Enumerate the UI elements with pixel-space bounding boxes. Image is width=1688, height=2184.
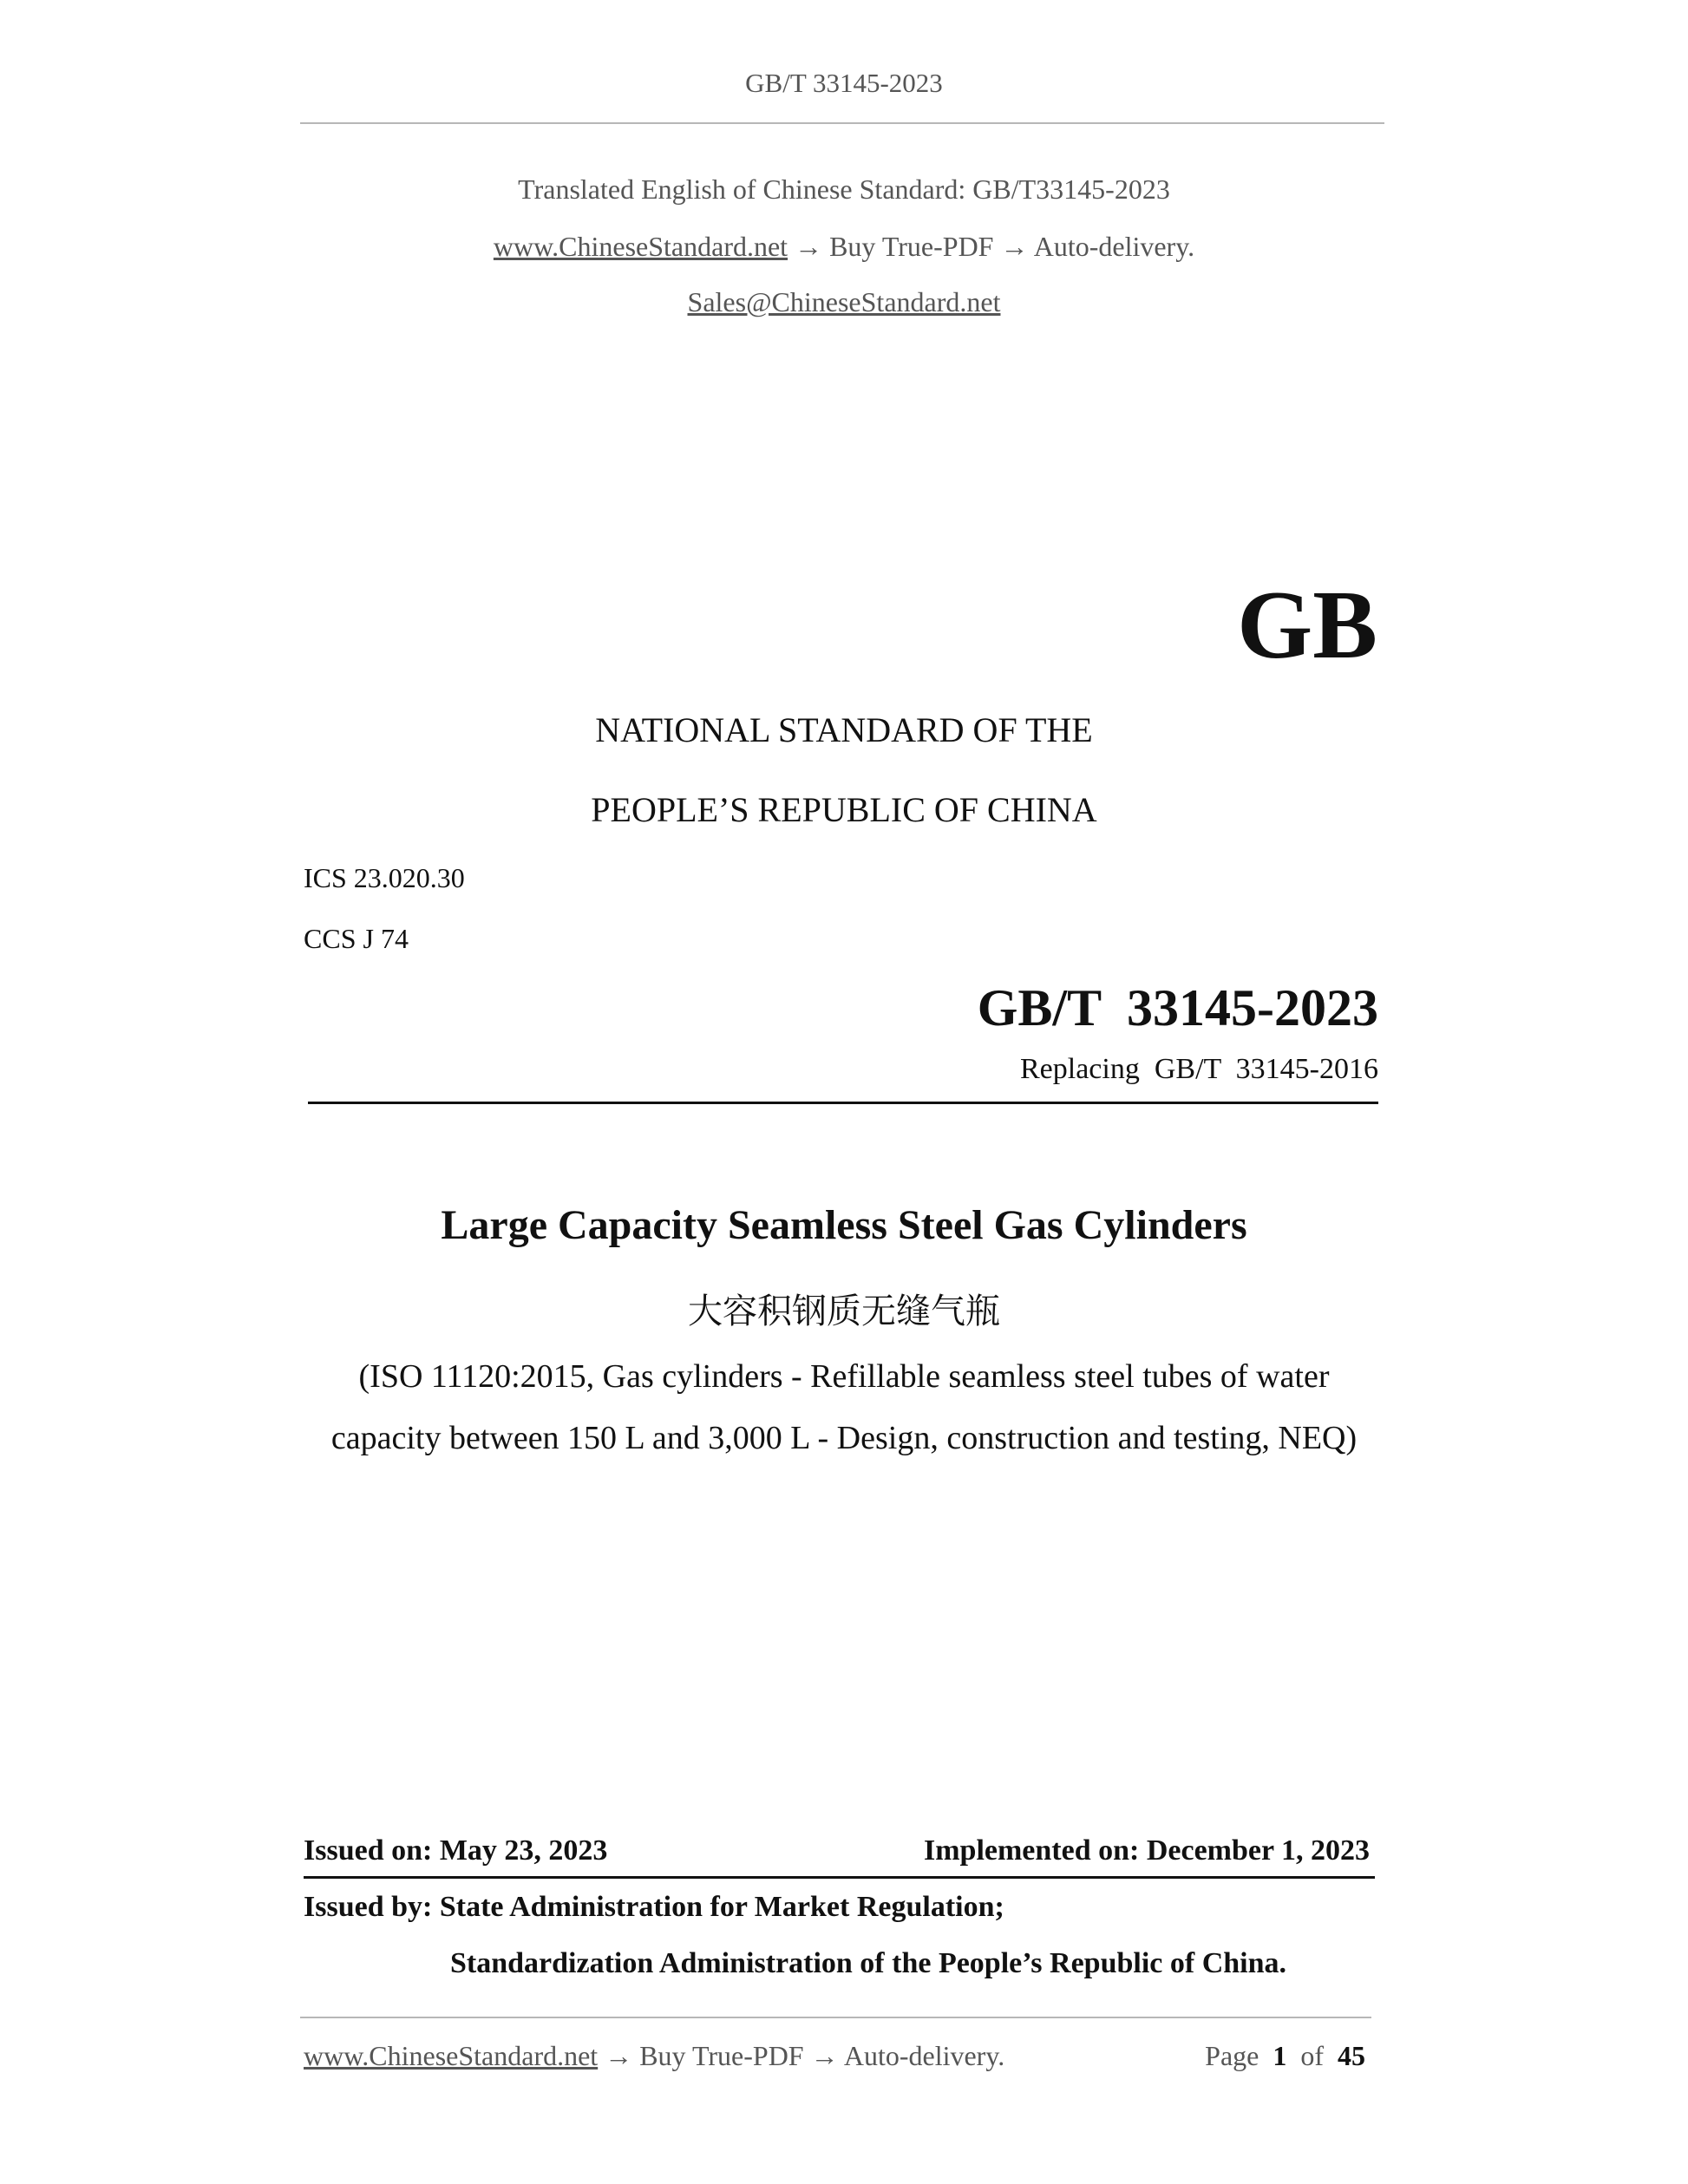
site-link[interactable]: www.ChineseStandard.net bbox=[493, 231, 788, 262]
ccs-code: CCS J 74 bbox=[304, 923, 409, 954]
standard-number: GB/T 33145-2023 bbox=[977, 979, 1378, 1036]
footer-site-suffix: → Buy True-PDF → Auto-delivery. bbox=[598, 2040, 1005, 2071]
site-line bbox=[0, 231, 1688, 263]
of-label: of bbox=[1300, 2040, 1324, 2071]
translated-notice: Translated English of Chinese Standard: GB/T33145-2023 bbox=[518, 173, 1170, 205]
sales-line bbox=[0, 286, 1688, 318]
issued-by: Issued by: State Administration for Market Regulation; bbox=[304, 1891, 1004, 1923]
implemented-on: Implemented on: December 1, 2023 bbox=[923, 1834, 1370, 1867]
iso-reference-line-1: (ISO 11120:2015, Gas cylinders - Refillable seamless steel tubes of water bbox=[358, 1358, 1330, 1395]
footer-site-link[interactable]: www.ChineseStandard.net bbox=[304, 2040, 599, 2071]
footer-site-line bbox=[304, 2040, 1004, 2072]
page-total: 45 bbox=[1338, 2040, 1365, 2071]
issuance-divider bbox=[304, 1876, 1375, 1879]
page-number: 1 bbox=[1273, 2040, 1287, 2071]
title-chinese: 大容积钢质无缝气瓶 bbox=[688, 1291, 1000, 1331]
ics-code: ICS 23.020.30 bbox=[304, 862, 465, 893]
page-label: Page bbox=[1205, 2040, 1259, 2071]
issued-on: Issued on: May 23, 2023 bbox=[304, 1834, 608, 1867]
issued-by-second: Standardization Administration of the People’s Republic of China. bbox=[450, 1947, 1287, 1979]
page-indicator bbox=[1205, 2040, 1365, 2072]
running-header: GB/T 33145-2023 bbox=[745, 68, 943, 98]
footer-divider bbox=[300, 2017, 1371, 2018]
national-standard-line-1: NATIONAL STANDARD OF THE bbox=[595, 710, 1093, 749]
gb-mark: GB bbox=[1237, 572, 1377, 679]
iso-reference-line-2: capacity between 150 L and 3,000 L - Design, construction and testing, NEQ) bbox=[330, 1420, 1358, 1456]
title-divider bbox=[308, 1102, 1378, 1104]
sales-email-link[interactable]: Sales@ChineseStandard.net bbox=[687, 286, 1001, 317]
site-suffix: → Buy True-PDF → Auto-delivery. bbox=[788, 231, 1195, 262]
title-english: Large Capacity Seamless Steel Gas Cylinders bbox=[441, 1202, 1247, 1248]
replacing-standard: Replacing GB/T 33145-2016 bbox=[1020, 1053, 1378, 1085]
national-standard-line-2: PEOPLE’S REPUBLIC OF CHINA bbox=[591, 790, 1097, 829]
header-divider bbox=[300, 122, 1384, 124]
